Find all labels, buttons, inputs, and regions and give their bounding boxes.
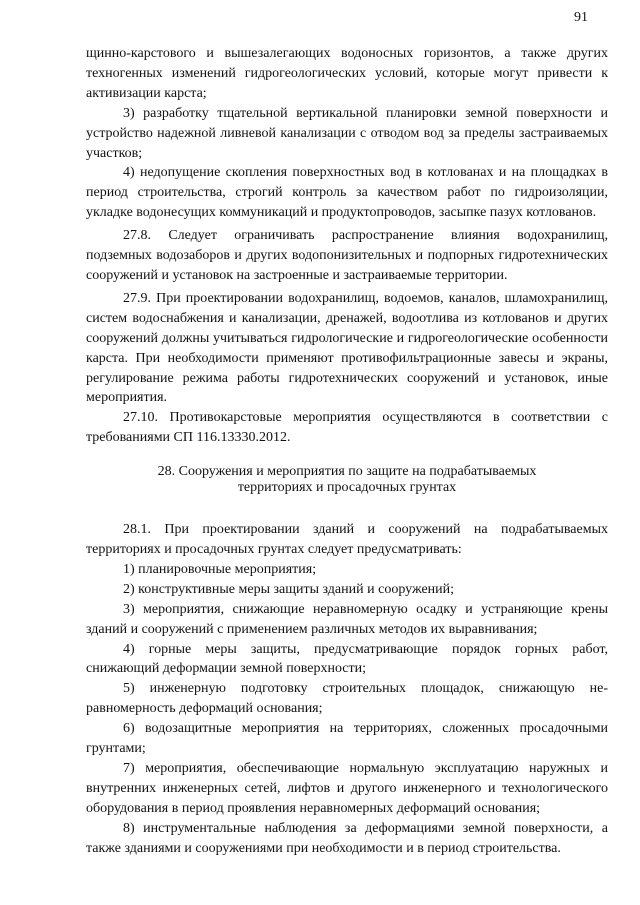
list-item-7: 7) мероприятия, обеспечивающие нормальную эксплуатацию наружных и внутренних инженерных сетей, лифтов и другого инженерного и технологического оборудования в период проявления неравномерных деформаций основания; <box>86 761 608 816</box>
list-item-5: 5) инженерную подготовку строительных площадок, снижающую неравномерность деформаций основания; <box>86 681 608 717</box>
list-item-3: 3) мероприятия, снижающие неравномерную осадку и устраняющие крены зданий и сооружений с применением различных методов их выравнивания; <box>86 601 608 637</box>
list-item-8: 8) инструментальные наблюдения за деформациями земной поверхности, а также зданиями и сооружениями при необходимости и в период строительства. <box>86 820 608 856</box>
list-item-2: 2) конструктивные меры защиты зданий и сооружений; <box>123 581 455 597</box>
section-title-line-2: территориях и просадочных грунтах <box>237 480 457 496</box>
page-number: 91 <box>574 10 588 25</box>
list-item-4: 4) недопущение скопления поверхностных вод в котлованах и на площадках в период строительства, строгий контроль за качеством работ по гидроизоляции, укладке водонесущих коммуникаций и продуктопроводов, засыпке пазух котлованов. <box>86 165 608 221</box>
section-title-line-1: 28. Сооружения и мероприятия по защите на подрабатываемых <box>157 464 537 480</box>
list-item-6: 6) водозащитные мероприятия на территориях, сложенных просадочными грунтами; <box>86 721 608 757</box>
section-title <box>86 464 608 496</box>
list-item-4: 4) горные меры защиты, предусматривающие порядок горных работ, снижающий деформации земной поверхности; <box>86 641 608 677</box>
list-item-1: 1) планировочные мероприятия; <box>123 561 317 577</box>
list-item-3: 3) разработку тщательной вертикальной планировки земной поверхности и устройство надежной ливневой канализации с отводом вод за пределы застраиваемых участков; <box>86 105 608 161</box>
clause-28-1: 28.1. При проектировании зданий и сооружений на подрабатываемых территориях и просадочных грунтах следует предусматривать: <box>86 522 608 558</box>
document-body <box>86 44 608 859</box>
clause-27-9: 27.9. При проектировании водохранилищ, водоемов, каналов, шламохранилищ, систем водоснабжения и канализации, дренажей, водоотлива из котлованов и других сооружений должны учитываться гидрологические и гидрогеологические особенности карста. При необходимости применяют противофильтрационные завесы и экраны, регулирование режима работы гидротехнических сооружений и установок, иные мероприятия. <box>86 290 608 406</box>
clause-27-10: 27.10. Противокарстовые мероприятия осуществляются в соответствии с требованиями СП 116.13330.2012. <box>86 410 608 446</box>
clause-27-8: 27.8. Следует ограничивать распространение влияния водохранилищ, подземных водозаборов и других водопонизительных и подпорных гидротехнических сооружений и установок на застроенные и застраиваемые территории. <box>86 228 608 283</box>
paragraph-continuation: щинно-карстового и вышезалегающих водоносных горизонтов, а также других техногенных изменений гидрогеологических условий, которые могут привести к активизации карста; <box>86 46 608 101</box>
